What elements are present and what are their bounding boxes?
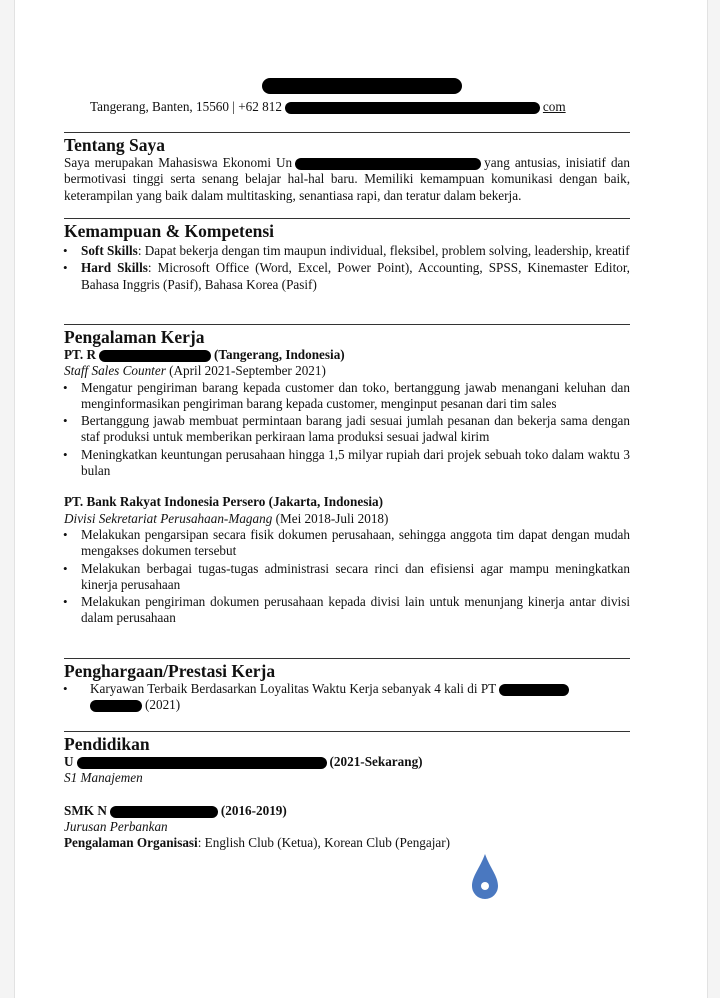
job-role: Staff Sales Counter (April 2021-September 2021) — [64, 363, 326, 379]
section-title: Pendidikan — [64, 734, 150, 754]
redaction — [285, 102, 540, 114]
list-item: • Meningkatkan keuntungan perusahaan hingga 1,5 milyar rupiah dari projek sebuah toko dalam waktu 3 bulan — [64, 447, 630, 480]
divider — [64, 132, 630, 133]
section-education — [64, 734, 630, 851]
divider — [64, 731, 630, 732]
list-item: • Mengatur pengiriman barang kepada customer dan toko, bertanggung jawab menangani keluhan dan menginformasikan pengiriman barang kepada customer, menginput pesanan dari tim sales — [64, 380, 630, 413]
divider — [64, 324, 630, 325]
list-item: • Bertanggung jawab membuat permintaan barang jadi sesuai jumlah pesanan dan bekerja sama dengan staf produksi untuk memberikan perkiraan lama produksi sesuai jadwal kirim — [64, 413, 630, 446]
school-major: Jurusan Perbankan — [64, 818, 168, 834]
school-name: U (2021-Sekarang) — [64, 754, 423, 769]
section-skills — [64, 221, 630, 294]
section-title: Tentang Saya — [64, 135, 165, 155]
divider — [64, 218, 630, 219]
list-item: • Melakukan pengiriman dokumen perusahaan kepada divisi lain untuk menunjang kinerja antar divisi dalam perusahaan — [64, 594, 630, 627]
list-item: • Melakukan berbagai tugas-tugas administrasi secara rinci dan efisiensi agar mampu meningkatkan kinerja perusahaan — [64, 561, 630, 594]
redaction — [499, 684, 569, 696]
section-awards — [64, 661, 630, 715]
section-about — [64, 135, 630, 204]
list-item: • Hard Skills: Microsoft Office (Word, Excel, Power Point), Accounting, SPSS, Kinemaster Editor, Bahasa Inggris (Pasif), Bahasa Korea (Pasif) — [64, 260, 630, 293]
redaction — [295, 158, 481, 170]
redaction — [110, 806, 218, 818]
company-name: PT. R (Tangerang, Indonesia) — [64, 347, 345, 362]
list-item: • Melakukan pengarsipan secara fisik dokumen perusahaan, sehingga anggota tim dapat dengan mudah mengakses dokumen tersebut — [64, 527, 630, 560]
job-role: Divisi Sekretariat Perusahaan-Magang (Mei 2018-Juli 2018) — [64, 510, 389, 526]
about-text: Saya merupakan Mahasiswa Ekonomi Un yang antusias, inisiatif dan bermotivasi tinggi serta senang belajar hal-hal baru. Memiliki kemampuan komunikasi dengan baik, keterampilan yang baik dalam multitasking, senantiasa rapi, dan teratur dalam bekerja. — [64, 155, 630, 203]
redaction — [90, 700, 142, 712]
school-major: S1 Manajemen — [64, 770, 143, 786]
school-name: SMK N (2016-2019) — [64, 802, 287, 818]
email-text: com — [542, 99, 566, 114]
company-name: PT. Bank Rakyat Indonesia Persero (Jakarta, Indonesia) — [64, 494, 383, 510]
list-item: • Karyawan Terbaik Berdasarkan Loyalitas Waktu Kerja sebanyak 4 kali di PT (2021) — [64, 681, 630, 714]
redaction — [262, 78, 462, 94]
redaction — [99, 350, 211, 362]
list-item: • Soft Skills: Dapat bekerja dengan tim maupun individual, fleksibel, problem solving, leadership, kreatif — [64, 243, 630, 259]
drop-handle-icon[interactable] — [470, 852, 500, 902]
section-title: Penghargaan/Prestasi Kerja — [64, 661, 276, 681]
section-title: Pengalaman Kerja — [64, 327, 205, 347]
section-experience — [64, 327, 630, 628]
redaction — [77, 757, 327, 769]
organization-experience: Pengalaman Organisasi: English Club (Ketua), Korean Club (Pengajar) — [64, 835, 451, 851]
divider — [64, 658, 630, 659]
contact-line — [90, 99, 566, 115]
address-text: Tangerang, Banten, 15560 | +62 812 — [90, 99, 282, 114]
section-title: Kemampuan & Kompetensi — [64, 221, 274, 241]
